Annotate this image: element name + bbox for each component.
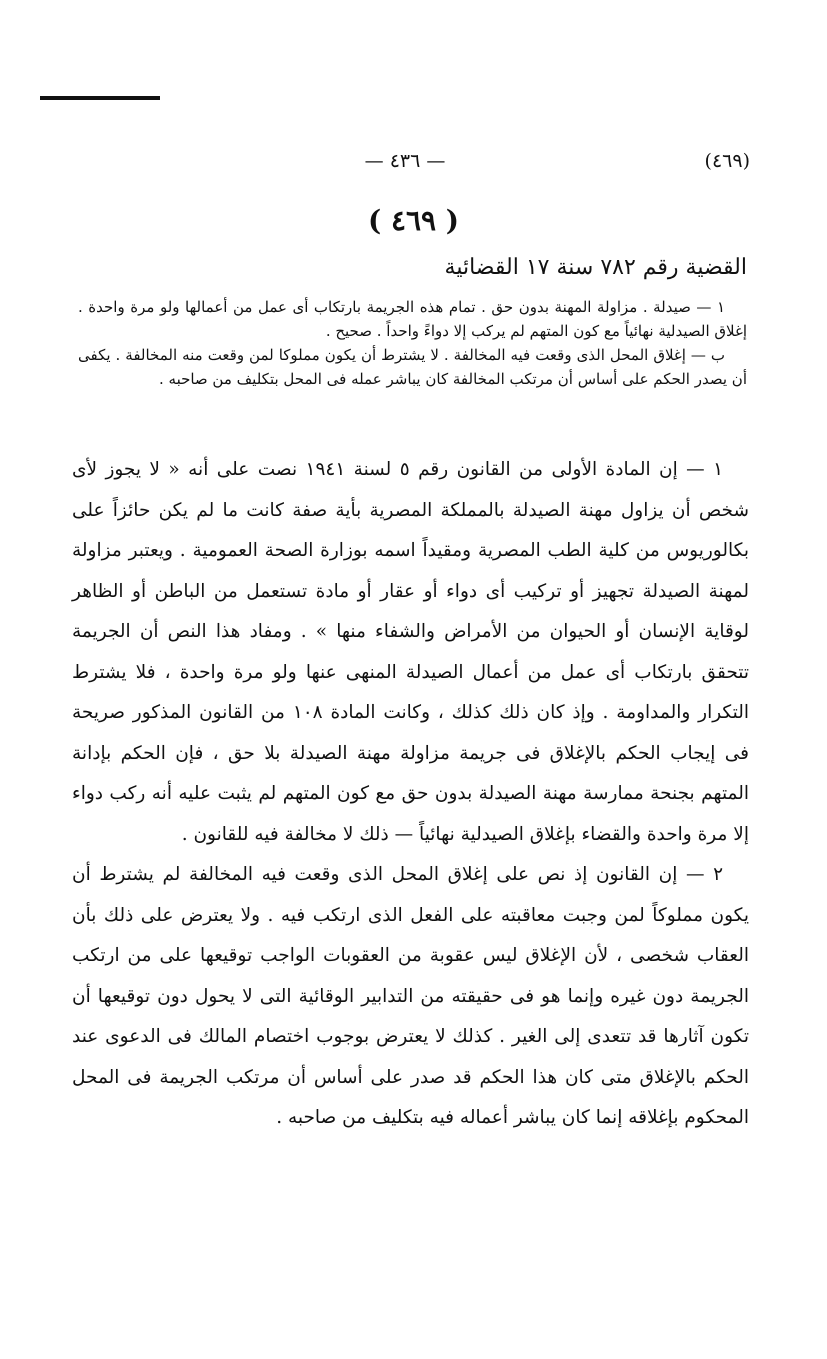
headnote-1: ١ — صيدلة . مزاولة المهنة بدون حق . تمام هذه الجريمة بارتكاب أى عمل من أعمالها ولو مرة واحدة . إغلاق الصيدلية نهائياً مع كون المتهم لم يركب إلا دواءً واحداً . صحيح .	[78, 298, 747, 340]
paragraph-1: ١ — إن المادة الأولى من القانون رقم ٥ لسنة ١٩٤١ نصت على أنه « لا يجوز لأى شخص أن يزاول مهنة الصيدلة بالمملكة المصرية بأية صفة كانت ما لم يكن حائزاً على بكالوريوس من كلية الطب المصرية ومقيداً اسمه بوزارة الصحة العمومية . ويعتبر مزاولة لمهنة الصيدلة تجهيز أو تركيب أى دواء أو عقار أو مادة تستعمل من الباطن أو الظاهر لوقاية الإنسان أو الحيوان من الأمراض والشفاء منها » . ومفاد هذا النص أن الجريمة تتحقق بارتكاب أى عمل من أعمال الصيدلة المنهى عنها ولو مرة واحدة ، فلا يشترط التكرار والمداومة . وإذ كان ذلك كذلك ، وكانت المادة ١٠٨ من القانون المذكور صريحة فى إيجاب الحكم بالإغلاق فى جريمة مزاولة مهنة الصيدلة بلا حق ، فإن الحكم بإدانة المتهم بجنحة ممارسة مهنة الصيدلة بدون حق مع كون المتهم لم يثبت عليه أنه ركب دواء إلا مرة واحدة والقضاء بإغلاق الصيدلية نهائياً — ذلك لا مخالفة فيه للقانون .	[72, 459, 749, 845]
body-text	[72, 450, 749, 1139]
headnotes	[78, 295, 747, 391]
scan-edge-rule	[40, 96, 160, 100]
running-head-case-ref: (٤٦٩)	[704, 150, 750, 172]
case-number: ( ٤٦٩ )	[367, 204, 460, 237]
page-number: — ٤٣٦ —	[364, 150, 446, 172]
paragraph-2: ٢ — إن القانون إذ نص على إغلاق المحل الذى وقعت فيه المخالفة لم يشترط أن يكون مملوكاً لمن وجبت معاقبته على الفعل الذى ارتكب فيه . ولا يعترض على ذلك بأن العقاب شخصى ، لأن الإغلاق ليس عقوبة من العقوبات الواجب توقيعها على من ارتكب الجريمة دون غيره وإنما هو فى حقيقته من التدابير الوقائية التى لا يحول دون توقيعها أن تكون آثارها قد تتعدى إلى الغير . كذلك لا يعترض بوجوب اختصام المالك فى الدعوى عند الحكم بالإغلاق متى كان هذا الحكم قد صدر على أساس أن مرتكب الجريمة فى المحل المحكوم بإغلاقه إنما كان يباشر أعماله فيه بتكليف من صاحبه .	[72, 864, 749, 1128]
case-title: القضية رقم ٧٨٢ سنة ١٧ القضائية	[444, 255, 747, 280]
running-head	[60, 150, 750, 176]
headnote-2: ب — إغلاق المحل الذى وقعت فيه المخالفة . لا يشترط أن يكون مملوكا لمن وقعت منه المخالفة . يكفى أن يصدر الحكم على أساس أن مرتكب المخالفة كان يباشر عمله فى المحل بتكليف من صاحبه .	[78, 346, 747, 388]
